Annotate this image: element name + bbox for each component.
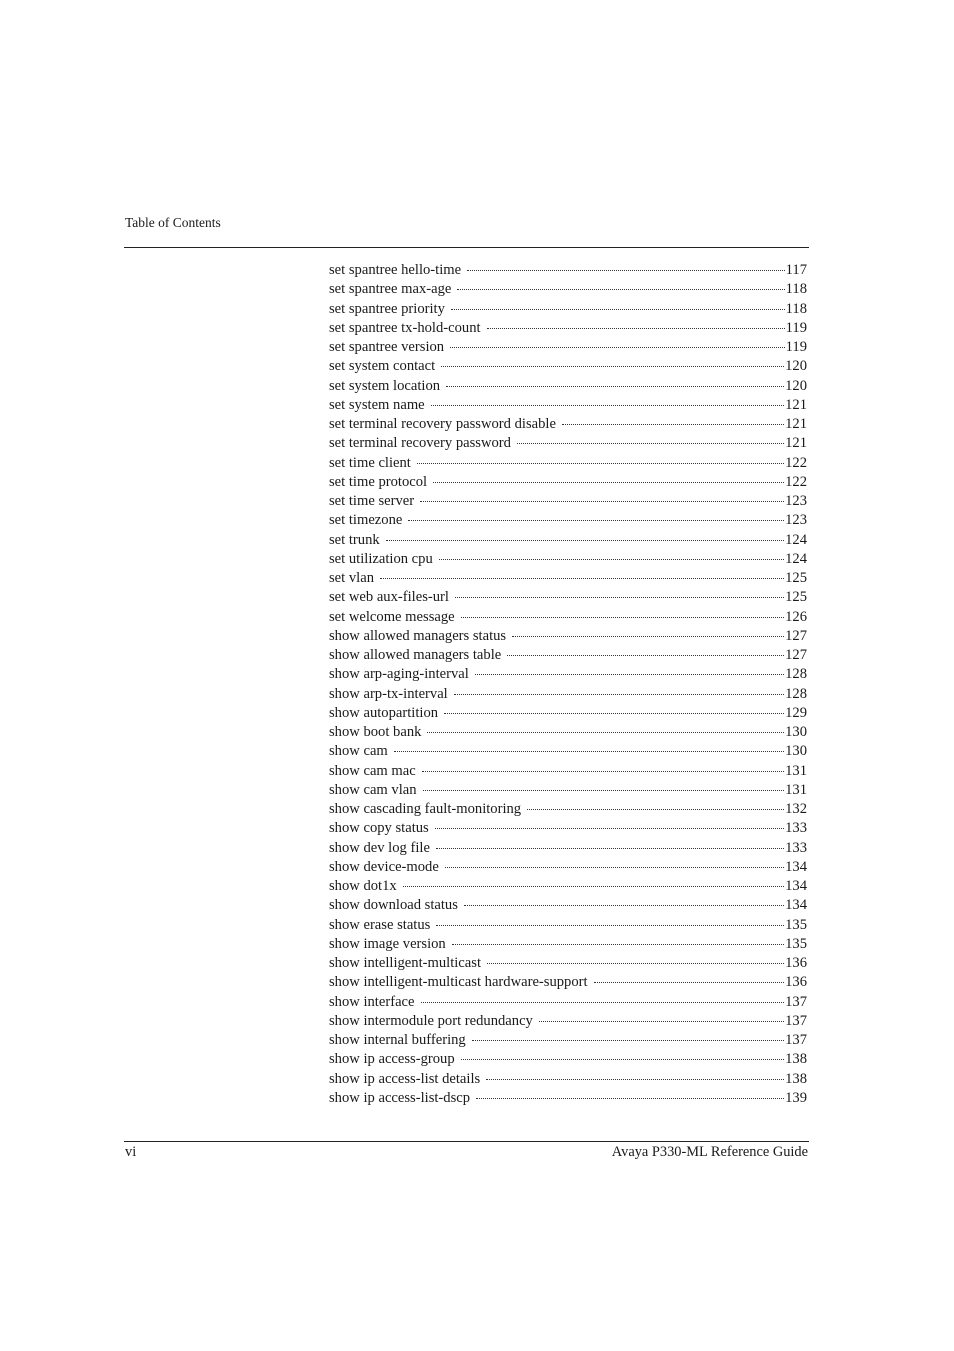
dot-leader	[423, 790, 785, 791]
toc-entry[interactable]	[329, 685, 807, 704]
toc-entry[interactable]	[329, 396, 807, 415]
toc-entry[interactable]	[329, 627, 807, 646]
toc-entry-title: set terminal recovery password	[329, 435, 511, 452]
toc-entry-title: show boot bank	[329, 724, 422, 740]
dot-leader	[487, 963, 784, 964]
toc-entry-title: set system contact	[329, 358, 436, 375]
toc-entry[interactable]	[329, 1089, 807, 1108]
toc-entry[interactable]	[329, 319, 807, 338]
toc-entry-title: set vlan	[329, 570, 374, 586]
toc-entry-page: 136	[785, 974, 807, 991]
toc-entry[interactable]	[329, 300, 807, 319]
toc-entry-title: set web aux-files-url	[329, 589, 449, 606]
toc-entry-page: 138	[785, 1070, 807, 1087]
dot-leader	[441, 366, 784, 367]
dot-leader	[527, 809, 784, 810]
toc-entry[interactable]	[329, 935, 807, 954]
toc-entry-title: set time client	[329, 454, 411, 471]
dot-leader	[512, 636, 784, 637]
toc-list	[329, 261, 807, 1108]
toc-entry[interactable]	[329, 646, 807, 665]
toc-entry[interactable]	[329, 492, 807, 511]
dot-leader	[487, 328, 785, 329]
toc-entry-page: 136	[785, 955, 807, 971]
dot-leader	[467, 270, 785, 271]
toc-entry-title: show autopartition	[329, 704, 439, 721]
toc-entry-page: 124	[785, 531, 807, 548]
toc-entry-title: show cam vlan	[329, 781, 417, 798]
dot-leader	[417, 463, 784, 464]
toc-entry-page: 131	[785, 781, 807, 798]
toc-entry-title: set spantree priority	[329, 300, 445, 317]
toc-entry-title: show arp-aging-interval	[329, 666, 469, 683]
toc-entry[interactable]	[329, 454, 807, 473]
dot-leader	[427, 732, 784, 733]
toc-entry-title: show dot1x	[329, 878, 397, 894]
toc-entry-title: show image version	[329, 935, 446, 952]
dot-leader	[461, 1059, 784, 1060]
toc-entry-page: 133	[785, 820, 807, 837]
toc-entry-page: 138	[785, 1051, 807, 1068]
toc-entry-page: 130	[785, 743, 807, 760]
toc-entry-title: show copy status	[329, 820, 429, 837]
dot-leader	[457, 289, 784, 290]
toc-entry-title: set timezone	[329, 512, 403, 529]
toc-entry-page: 139	[785, 1089, 807, 1106]
toc-entry-page: 118	[785, 281, 807, 298]
toc-entry[interactable]	[329, 1012, 807, 1031]
toc-entry-title: set time server	[329, 493, 415, 509]
toc-entry[interactable]	[329, 916, 807, 935]
toc-entry-title: show cam	[329, 743, 388, 760]
dot-leader	[475, 674, 784, 675]
toc-entry[interactable]	[329, 993, 807, 1012]
toc-entry[interactable]	[329, 819, 807, 838]
toc-entry-title: set trunk	[329, 531, 380, 548]
dot-leader	[420, 501, 784, 502]
toc-entry[interactable]	[329, 723, 807, 742]
dot-leader	[507, 655, 784, 656]
toc-entry-title: set system location	[329, 377, 441, 394]
toc-entry-title: set spantree max-age	[329, 281, 452, 298]
toc-entry-title: set utilization cpu	[329, 550, 433, 567]
toc-entry-title: show cam mac	[329, 762, 416, 779]
toc-entry-title: show allowed managers table	[329, 647, 502, 663]
toc-entry-page: 122	[785, 473, 807, 490]
toc-entry-page: 132	[785, 801, 807, 817]
toc-entry-title: show intelligent-multicast hardware-support	[329, 974, 588, 991]
toc-entry[interactable]	[329, 973, 807, 992]
dot-leader	[446, 386, 784, 387]
dot-leader	[394, 751, 784, 752]
dot-leader	[435, 828, 784, 829]
toc-entry-title: show ip access-list-dscp	[329, 1089, 471, 1106]
footer-rule	[124, 1141, 809, 1142]
toc-entry-title: show allowed managers status	[329, 627, 507, 644]
toc-entry[interactable]	[329, 800, 807, 819]
toc-entry-page: 137	[785, 1032, 807, 1048]
dot-leader	[451, 309, 785, 310]
toc-entry[interactable]	[329, 896, 807, 915]
toc-entry-page: 125	[785, 589, 807, 606]
dot-leader	[450, 347, 785, 348]
toc-entry[interactable]	[329, 1070, 807, 1089]
toc-entry-page: 135	[785, 935, 807, 952]
toc-entry[interactable]	[329, 954, 807, 973]
toc-entry-title: show device-mode	[329, 858, 439, 875]
toc-entry-title: show intermodule port redundancy	[329, 1012, 533, 1029]
toc-entry-page: 119	[785, 339, 807, 355]
dot-leader	[454, 694, 784, 695]
toc-entry-page: 128	[785, 685, 807, 702]
toc-entry[interactable]	[329, 877, 807, 896]
toc-entry[interactable]	[329, 762, 807, 781]
toc-entry-page: 127	[785, 647, 807, 663]
toc-entry-title: set time protocol	[329, 473, 428, 490]
toc-entry-title: set spantree tx-hold-count	[329, 319, 481, 336]
toc-entry-page: 134	[785, 878, 807, 894]
toc-entry-title: show arp-tx-interval	[329, 685, 448, 702]
dot-leader	[408, 520, 784, 521]
toc-entry-page: 118	[785, 300, 807, 317]
toc-entry-page: 129	[785, 704, 807, 721]
toc-entry[interactable]	[329, 550, 807, 569]
toc-entry-page: 137	[785, 993, 807, 1010]
dot-leader	[422, 771, 784, 772]
dot-leader	[386, 540, 784, 541]
toc-entry-title: show cascading fault-monitoring	[329, 801, 522, 817]
page-number: vi	[125, 1144, 137, 1160]
toc-entry-page: 121	[785, 416, 807, 432]
document-title: Avaya P330-ML Reference Guide	[611, 1144, 808, 1160]
toc-entry[interactable]	[329, 415, 807, 434]
dot-leader	[472, 1040, 784, 1041]
dot-leader	[444, 713, 784, 714]
toc-entry[interactable]	[329, 280, 807, 299]
toc-entry-page: 128	[785, 666, 807, 683]
toc-entry-title: set system name	[329, 396, 425, 413]
toc-entry-title: show erase status	[329, 916, 431, 933]
toc-entry[interactable]	[329, 569, 807, 588]
toc-entry[interactable]	[329, 511, 807, 530]
dot-leader	[439, 559, 784, 560]
toc-entry-title: show ip access-group	[329, 1051, 455, 1068]
toc-entry[interactable]	[329, 357, 807, 376]
toc-entry[interactable]	[329, 261, 807, 280]
dot-leader	[517, 443, 784, 444]
running-header: Table of Contents	[125, 215, 221, 230]
toc-entry-page: 121	[785, 396, 807, 413]
toc-entry[interactable]	[329, 1050, 807, 1069]
toc-entry-title: show ip access-list details	[329, 1070, 481, 1087]
toc-entry-title: set spantree version	[329, 339, 445, 355]
toc-entry-title: show download status	[329, 897, 458, 914]
toc-entry[interactable]	[329, 742, 807, 761]
toc-entry-title: show internal buffering	[329, 1032, 466, 1048]
toc-entry-page: 131	[785, 762, 807, 779]
toc-entry-page: 124	[785, 550, 807, 567]
toc-entry-page: 126	[785, 608, 807, 625]
toc-entry-page: 134	[785, 897, 807, 914]
dot-leader	[436, 848, 784, 849]
toc-entry-title: show dev log file	[329, 839, 430, 856]
toc-entry-title: set spantree hello-time	[329, 262, 462, 278]
toc-entry-page: 119	[785, 319, 807, 336]
dot-leader	[431, 405, 784, 406]
toc-entry[interactable]	[329, 531, 807, 550]
dot-leader	[486, 1079, 784, 1080]
toc-entry-page: 123	[785, 512, 807, 529]
toc-entry-page: 130	[785, 724, 807, 740]
toc-entry-page: 137	[785, 1012, 807, 1029]
toc-entry-page: 121	[785, 435, 807, 452]
dot-leader	[562, 424, 784, 425]
toc-entry-page: 120	[785, 377, 807, 394]
toc-entry[interactable]	[329, 839, 807, 858]
toc-entry[interactable]	[329, 608, 807, 627]
toc-entry-page: 122	[785, 454, 807, 471]
dot-leader	[380, 578, 784, 579]
toc-entry-page: 117	[785, 262, 807, 278]
dot-leader	[539, 1021, 784, 1022]
dot-leader	[464, 905, 784, 906]
toc-entry[interactable]	[329, 858, 807, 877]
dot-leader	[476, 1098, 784, 1099]
toc-entry[interactable]	[329, 434, 807, 453]
dot-leader	[433, 482, 784, 483]
toc-entry-page: 127	[785, 627, 807, 644]
dot-leader	[594, 982, 785, 983]
toc-entry-page: 133	[785, 839, 807, 856]
toc-entry[interactable]	[329, 665, 807, 684]
toc-entry[interactable]	[329, 781, 807, 800]
toc-entry[interactable]	[329, 473, 807, 492]
toc-entry[interactable]	[329, 704, 807, 723]
toc-entry[interactable]	[329, 588, 807, 607]
dot-leader	[455, 597, 784, 598]
toc-entry-page: 135	[785, 916, 807, 933]
toc-entry-title: set welcome message	[329, 608, 455, 625]
dot-leader	[421, 1002, 785, 1003]
dot-leader	[436, 925, 784, 926]
dot-leader	[452, 944, 784, 945]
toc-entry-page: 134	[785, 858, 807, 875]
header-rule	[124, 247, 809, 248]
toc-entry-title: show interface	[329, 993, 415, 1010]
toc-entry-page: 125	[785, 570, 807, 586]
dot-leader	[461, 617, 784, 618]
toc-entry-page: 120	[785, 358, 807, 375]
toc-entry-title: set terminal recovery password disable	[329, 416, 556, 432]
toc-entry[interactable]	[329, 338, 807, 357]
toc-entry[interactable]	[329, 1031, 807, 1050]
dot-leader	[445, 867, 784, 868]
toc-entry-title: show intelligent-multicast	[329, 955, 481, 971]
dot-leader	[403, 886, 784, 887]
toc-entry[interactable]	[329, 377, 807, 396]
toc-entry-page: 123	[785, 493, 807, 509]
